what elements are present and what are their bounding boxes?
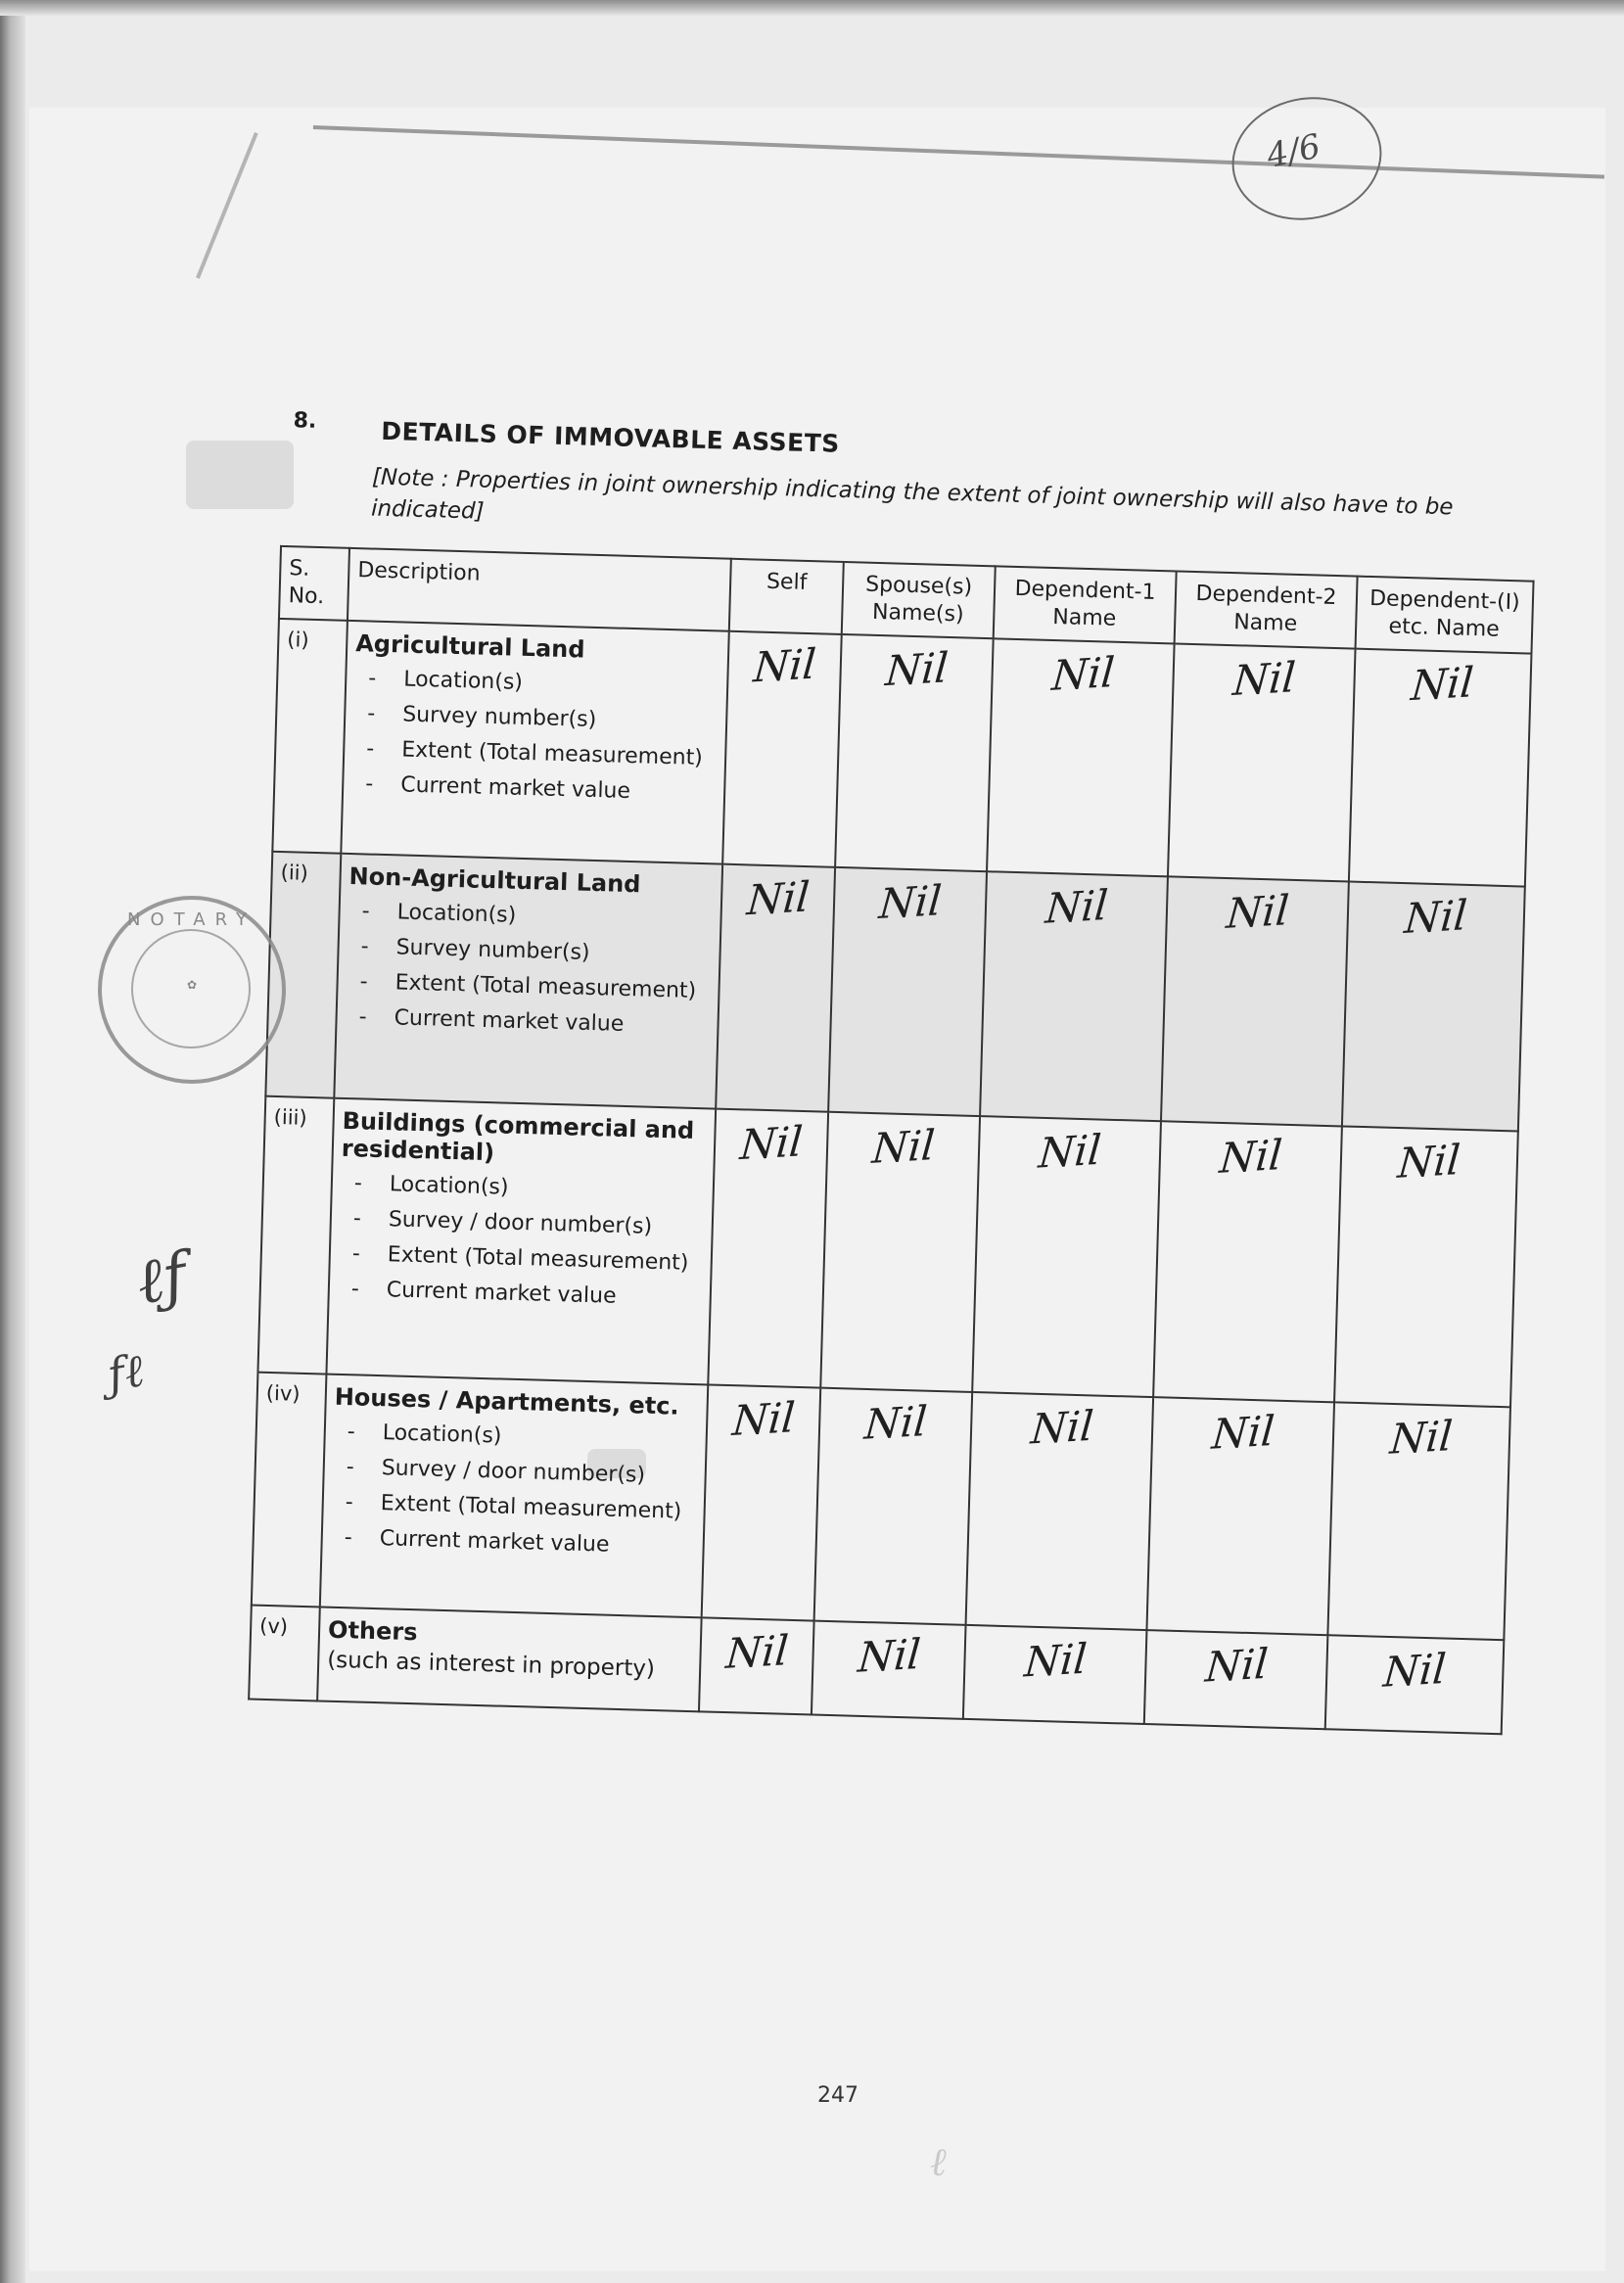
row-category: Houses / Apartments, etc. [334, 1382, 679, 1421]
list-item: - Location(s) [347, 1419, 698, 1456]
value-dependent-2 [1168, 643, 1356, 881]
row-sno: (iv) [252, 1373, 327, 1607]
list-item: - Extent (Total measurement) [366, 735, 718, 772]
value-dependent-1 [972, 1116, 1161, 1397]
handwritten-value: Nil [1381, 1644, 1449, 1697]
value-self [708, 1109, 828, 1388]
list-item: - Survey / door number(s) [352, 1205, 704, 1242]
handwritten-value: Nil [1049, 647, 1116, 700]
stamp-emblem: ✿ [186, 978, 198, 992]
list-item: - Location(s) [361, 898, 713, 935]
value-dependent-1 [963, 1625, 1147, 1724]
value-dependent-2 [1146, 1397, 1334, 1635]
value-dependent-2 [1144, 1630, 1328, 1729]
stamp-text: NOTARY [127, 909, 256, 930]
list-item: - Extent (Total measurement) [351, 1240, 703, 1278]
handwritten-value: Nil [1028, 1401, 1095, 1454]
scan-edge-top [0, 0, 1624, 16]
value-dependent-2 [1153, 1121, 1342, 1402]
list-item: - Location(s) [368, 665, 719, 702]
handwritten-value: Nil [744, 872, 812, 925]
handwritten-value: Nil [1388, 1411, 1455, 1464]
row-items [351, 665, 719, 808]
value-dependent-3 [1325, 1635, 1505, 1734]
value-self [716, 864, 835, 1112]
header-dependent-1: Dependent-1 Name [994, 566, 1177, 643]
row-description [326, 1098, 716, 1385]
header-dependent-2: Dependent-2 Name [1175, 571, 1358, 648]
list-item: - Extent (Total measurement) [345, 1489, 696, 1526]
section-number: 8. [293, 408, 317, 434]
handwritten-value: Nil [737, 1117, 805, 1170]
handwritten-value: Nil [869, 1120, 937, 1173]
value-dependent-3 [1342, 882, 1525, 1132]
value-spouse [820, 1112, 980, 1392]
value-spouse [835, 634, 994, 871]
list-item: - Survey number(s) [367, 700, 719, 737]
handwritten-value: Nil [862, 1396, 929, 1449]
header-description: Description [348, 548, 731, 631]
value-dependent-3 [1327, 1402, 1510, 1640]
row-sno: (ii) [265, 852, 341, 1098]
section-title: DETAILS OF IMMOVABLE ASSETS [380, 416, 841, 458]
handwritten-value: Nil [1022, 1634, 1089, 1687]
list-item: - Current market value [344, 1524, 695, 1561]
row-items [337, 1170, 705, 1313]
handwritten-value: Nil [1396, 1135, 1462, 1188]
header-self: Self [729, 559, 844, 634]
handwritten-value: Nil [1217, 1130, 1284, 1183]
handwritten-value: Nil [723, 1625, 790, 1678]
handwritten-value: Nil [1209, 1406, 1276, 1459]
header-dependent-3: Dependent-(I) etc. Name [1356, 577, 1534, 654]
row-category: Others [327, 1615, 418, 1647]
header-spouse: Spouse(s) Name(s) [842, 562, 996, 638]
notary-stamp [98, 896, 286, 1084]
row-description [320, 1374, 708, 1618]
value-self [699, 1617, 814, 1714]
handwritten-value: Nil [1224, 885, 1291, 938]
list-item: - Location(s) [353, 1170, 705, 1207]
signature: ƒℓ [103, 1343, 148, 1402]
table-row [265, 852, 1524, 1132]
row-sno: (i) [272, 619, 348, 854]
handwritten-value: Nil [730, 1392, 797, 1446]
row-category: Agricultural Land [354, 629, 585, 664]
handwritten-value: Nil [1203, 1639, 1270, 1692]
table-row [252, 1373, 1510, 1641]
row-items [345, 898, 713, 1041]
page-number: 247 [817, 2083, 858, 2108]
row-subtext: (such as interest in property) [326, 1647, 656, 1683]
handwritten-value: Nil [876, 875, 944, 929]
list-item: - Current market value [358, 1003, 710, 1041]
value-dependent-1 [980, 871, 1168, 1121]
row-items [330, 1419, 698, 1561]
row-sno: (v) [249, 1606, 320, 1701]
handwritten-value: Nil [1230, 652, 1297, 706]
scan-edge [0, 0, 25, 2283]
row-category: Buildings (commercial and residential) [341, 1106, 695, 1167]
list-item: - Survey number(s) [360, 933, 712, 970]
handwritten-value: Nil [1409, 658, 1476, 711]
page-mark: 4/6 [1263, 126, 1324, 176]
handwritten-value: Nil [1403, 890, 1469, 944]
value-dependent-1 [987, 638, 1175, 876]
content-block [179, 406, 1565, 1736]
immovable-assets-table [248, 545, 1534, 1735]
table-row [272, 619, 1531, 887]
handwritten-value: Nil [1043, 880, 1110, 933]
value-spouse [812, 1621, 966, 1719]
handwritten-value: Nil [1036, 1125, 1103, 1178]
table-row [257, 1096, 1517, 1408]
list-item: - Survey / door number(s) [346, 1454, 697, 1491]
value-spouse [814, 1388, 973, 1625]
section-note: [Note : Properties in joint ownership indicating the extent of joint ownership will also have to be indicated] [370, 464, 1454, 525]
bleed-through-mark: ℓ [930, 2140, 947, 2185]
row-description [317, 1607, 702, 1711]
signature: ℓƒ [130, 1239, 193, 1320]
handwritten-value: Nil [856, 1629, 922, 1682]
row-category: Non-Agricultural Land [348, 862, 641, 899]
value-spouse [828, 867, 987, 1116]
value-self [702, 1384, 821, 1620]
value-dependent-2 [1161, 876, 1349, 1126]
value-dependent-3 [1334, 1126, 1518, 1407]
row-description [334, 854, 722, 1109]
handwritten-value: Nil [883, 643, 951, 696]
header-sno: S. No. [279, 546, 349, 621]
row-sno: (iii) [257, 1096, 334, 1374]
list-item: - Current market value [350, 1276, 702, 1313]
list-item: - Current market value [365, 770, 717, 808]
handwritten-value: Nil [751, 639, 818, 692]
value-self [722, 631, 842, 867]
value-dependent-3 [1349, 649, 1532, 887]
row-description [341, 621, 728, 864]
list-item: - Extent (Total measurement) [359, 968, 711, 1005]
value-dependent-1 [966, 1392, 1154, 1630]
